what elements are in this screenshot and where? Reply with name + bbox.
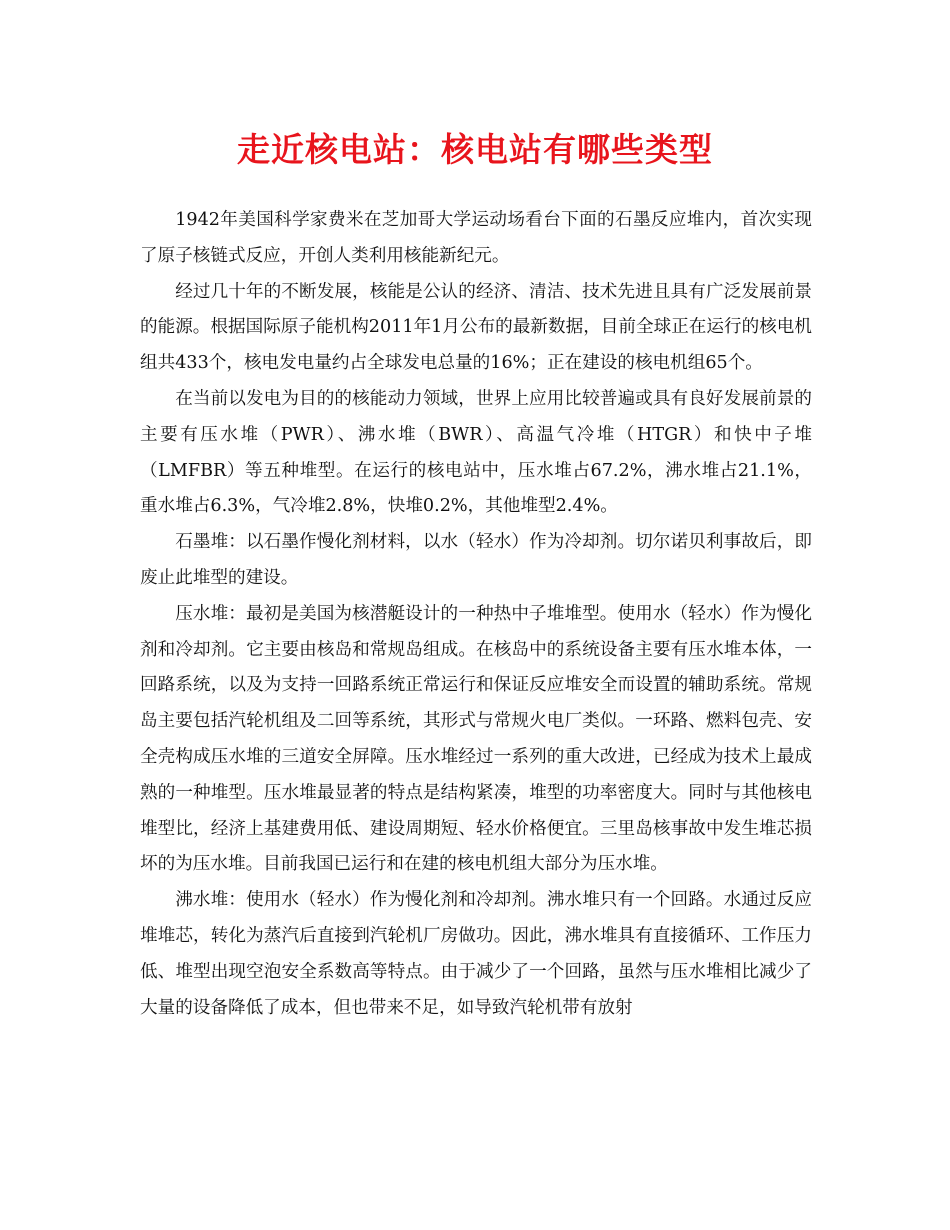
paragraph-4: 石墨堆：以石墨作慢化剂材料，以水（轻水）作为冷却剂。切尔诺贝利事故后，即废止此堆型的建设。 (140, 532, 812, 588)
paragraph-2: 经过几十年的不断发展，核能是公认的经济、清洁、技术先进且具有广泛发展前景的能源。根据国际原子能机构2011年1月公布的最新数据，目前全球正在运行的核电机组共433个，核电发电量约占全球发电总量的16%；正在建设的核电机组65个。 (140, 281, 812, 374)
paragraph-1: 1942年美国科学家费米在芝加哥大学运动场看台下面的石墨反应堆内，首次实现了原子核链式反应，开创人类利用核能新纪元。 (140, 210, 812, 266)
paragraph-5: 压水堆：最初是美国为核潜艇设计的一种热中子堆堆型。使用水（轻水）作为慢化剂和冷却剂。它主要由核岛和常规岛组成。在核岛中的系统设备主要有压水堆本体，一回路系统，以及为支持一回路系统正常运行和保证反应堆安全而设置的辅助系统。常规岛主要包括汽轮机组及二回等系统，其形式与常规火电厂类似。一环路、燃料包壳、安全壳构成压水堆的三道安全屏障。压水堆经过一系列的重大改进，已经成为技术上最成熟的一种堆型。压水堆最显著的特点是结构紧凑，堆型的功率密度大。同时与其他核电堆型比，经济上基建费用低、建设周期短、轻水价格便宜。三里岛核事故中发生堆芯损坏的为压水堆。目前我国已运行和在建的核电机组大部分为压水堆。 (140, 603, 812, 875)
paragraph-3: 在当前以发电为目的的核能动力领域，世界上应用比较普遍或具有良好发展前景的主要有压水堆（PWR）、沸水堆（BWR）、高温气冷堆（HTGR）和快中子堆（LMFBR）等五种堆型。在运行的核电站中，压水堆占67.2%，沸水堆占21.1%，重水堆占6.3%，气冷堆2.8%，快堆0.2%，其他堆型2.4%。 (140, 388, 812, 517)
paragraph-6: 沸水堆：使用水（轻水）作为慢化剂和冷却剂。沸水堆只有一个回路。水通过反应堆堆芯，转化为蒸汽后直接到汽轮机厂房做功。因此，沸水堆具有直接循环、工作压力低、堆型出现空泡安全系数高等特点。由于减少了一个回路，虽然与压水堆相比减少了大量的设备降低了成本，但也带来不足，如导致汽轮机带有放射 (140, 890, 812, 1018)
document-body (140, 203, 812, 1026)
document-title: 走近核电站：核电站有哪些类型 (237, 130, 713, 169)
